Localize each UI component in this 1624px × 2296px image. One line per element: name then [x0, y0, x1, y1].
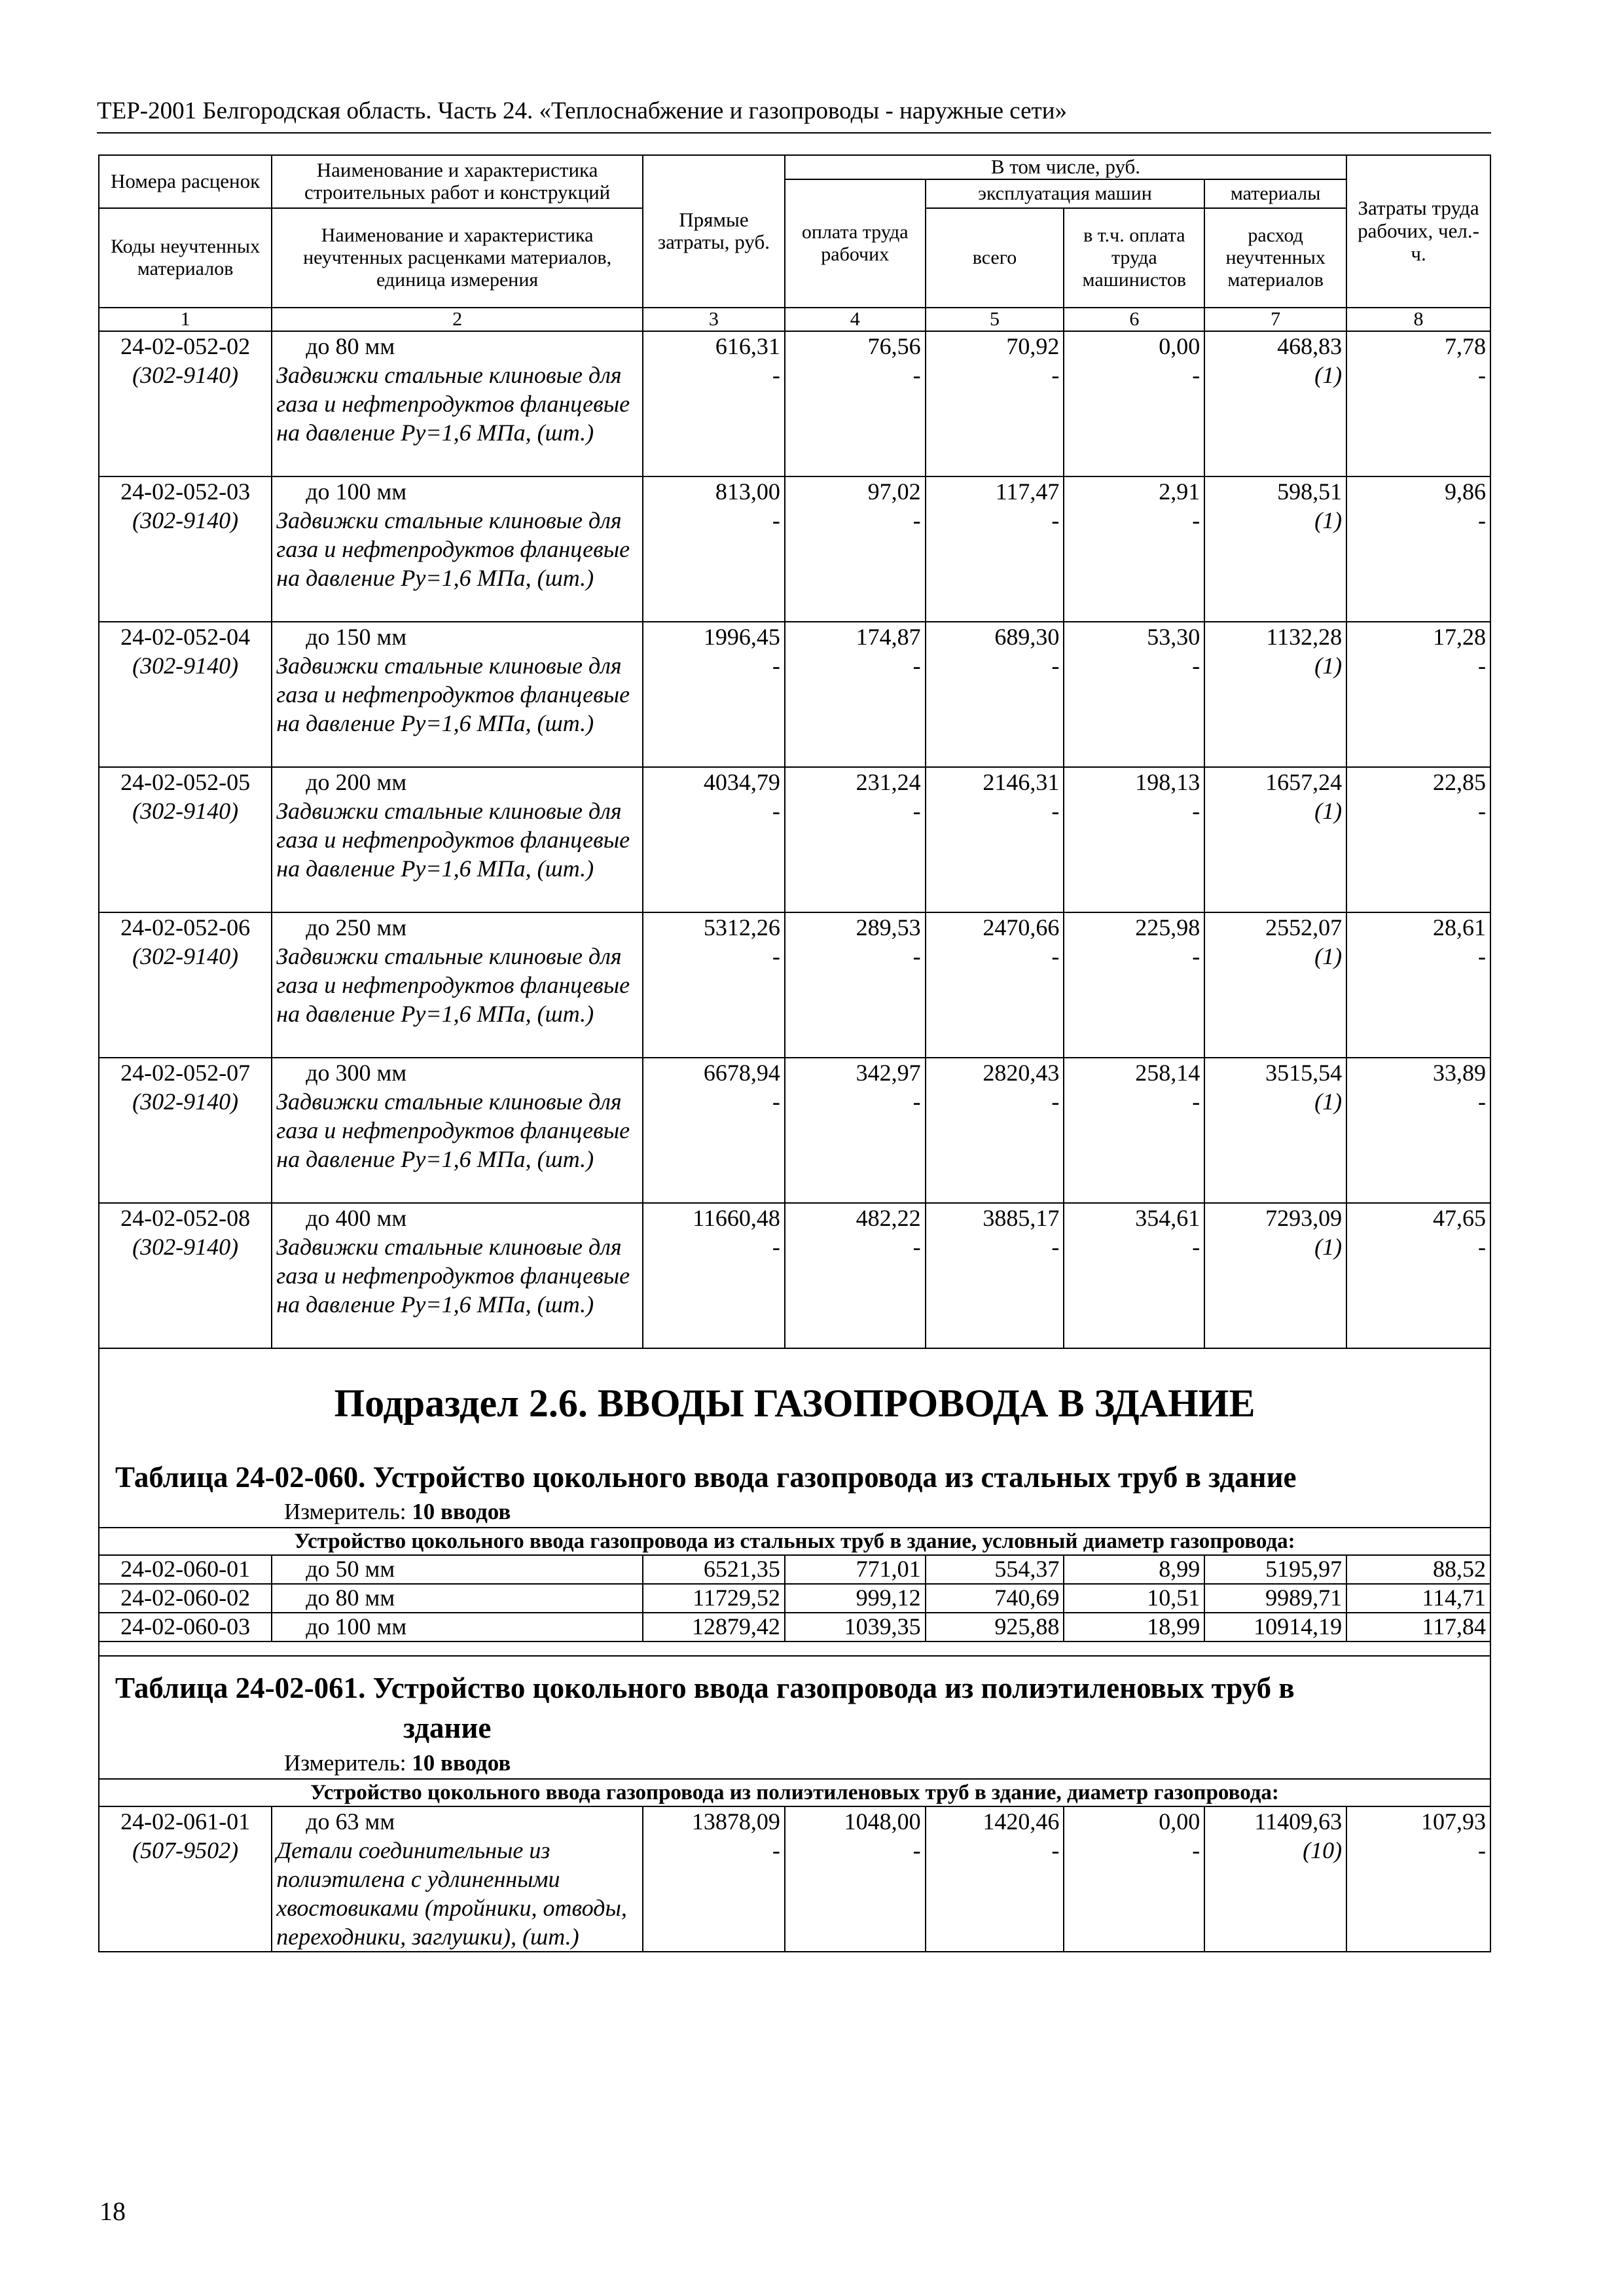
machines-total: 1420,46	[983, 1808, 1060, 1835]
dash: -	[1478, 797, 1486, 824]
header-including: В том числе, руб.	[785, 155, 1346, 179]
table-row	[99, 476, 1490, 622]
materials: 2552,07	[1265, 914, 1343, 941]
machinist-pay: 8,99	[1159, 1556, 1200, 1583]
column-number: 5	[926, 308, 1064, 331]
dash: -	[772, 797, 780, 824]
direct-costs: 813,00	[715, 478, 780, 505]
dash: -	[1192, 1837, 1200, 1863]
machines-total: 117,47	[995, 478, 1060, 505]
material-qty: (1)	[1314, 1088, 1343, 1115]
rows-table-060	[99, 1555, 1490, 1641]
material-qty: (1)	[1314, 652, 1343, 679]
dash: -	[1478, 1837, 1486, 1863]
material-qty: (1)	[1314, 361, 1343, 388]
direct-costs: 6521,35	[703, 1556, 780, 1583]
labor-costs: 114,71	[1422, 1585, 1486, 1611]
material-code: (507-9502)	[132, 1837, 239, 1863]
work-name: до 200 мм	[306, 768, 407, 795]
dash: -	[1192, 797, 1200, 824]
dash: -	[912, 797, 921, 824]
dash: -	[1192, 942, 1200, 969]
table-row	[99, 331, 1490, 476]
dash: -	[912, 1837, 921, 1863]
direct-costs: 11729,52	[693, 1585, 780, 1611]
material-name: Задвижки стальные клиновые для газа и нефтепродуктов фланцевые на давление Ру=1,6 МПа, (шт.)	[276, 797, 630, 882]
dash: -	[1051, 942, 1060, 969]
rows-table-052	[99, 331, 1490, 1348]
rate-code: 24-02-052-08	[120, 1204, 251, 1231]
machines-total: 925,88	[994, 1613, 1060, 1640]
machinist-pay: 2,91	[1159, 478, 1200, 505]
dash: -	[912, 361, 921, 388]
materials: 1132,28	[1266, 623, 1343, 650]
dash: -	[1051, 1088, 1060, 1115]
material-name: Задвижки стальные клиновые для газа и нефтепродуктов фланцевые на давление Ру=1,6 МПа, (шт.)	[276, 507, 630, 591]
machinist-pay: 225,98	[1135, 914, 1200, 941]
dash: -	[772, 361, 780, 388]
dash: -	[1478, 652, 1486, 679]
header-direct-costs: Прямые затраты, руб.	[643, 155, 785, 308]
header-material-names: Наименование и характеристика неучтенных расценками материалов, единица измерения	[272, 208, 643, 308]
dash: -	[912, 1088, 921, 1115]
machinist-pay: 354,61	[1135, 1204, 1200, 1231]
column-number: 7	[1204, 308, 1346, 331]
dash: -	[912, 507, 921, 533]
materials: 598,51	[1277, 478, 1343, 505]
table-row	[99, 1203, 1490, 1348]
table-061-title-line2: здание	[403, 1712, 492, 1745]
work-name: до 300 мм	[306, 1059, 407, 1086]
header-worker-pay: оплата труда рабочих	[785, 179, 926, 308]
labor-costs: 107,93	[1421, 1808, 1486, 1835]
materials: 1657,24	[1265, 768, 1343, 795]
dash: -	[1192, 361, 1200, 388]
machines-total: 689,30	[994, 623, 1060, 650]
column-number: 4	[785, 308, 926, 331]
header-machines-total: всего	[926, 208, 1064, 308]
rate-code: 24-02-052-07	[120, 1059, 251, 1086]
machines-total: 3885,17	[983, 1204, 1060, 1231]
dash: -	[1478, 361, 1486, 388]
table-row	[99, 1058, 1490, 1203]
material-code: (302-9140)	[132, 942, 239, 969]
dash: -	[1192, 1233, 1200, 1260]
header-labor-costs: Затраты труда рабочих, чел.-ч.	[1346, 155, 1490, 308]
materials: 10914,19	[1254, 1613, 1343, 1640]
table-061-measure	[284, 1749, 1490, 1777]
labor-costs: 88,52	[1433, 1556, 1486, 1583]
dash: -	[1478, 942, 1486, 969]
header-rate-numbers: Номера расценок	[99, 155, 272, 208]
table-row	[99, 767, 1490, 912]
labor-costs: 17,28	[1433, 623, 1486, 650]
header-unaccounted-materials: расход неучтенных материалов	[1204, 208, 1346, 308]
material-code: (302-9140)	[132, 361, 239, 388]
header-material-codes: Коды неучтенных материалов	[99, 208, 272, 308]
column-number: 1	[99, 308, 272, 331]
table-061-title-line1: Таблица 24-02-061. Устройство цокольного ввода газопровода из полиэтиленовых труб в	[115, 1672, 1295, 1705]
rate-code: 24-02-052-02	[120, 332, 251, 359]
direct-costs: 11660,48	[693, 1204, 780, 1231]
rate-code: 24-02-060-02	[120, 1585, 251, 1611]
machinist-pay: 18,99	[1147, 1613, 1200, 1640]
work-name: до 250 мм	[306, 914, 407, 941]
page-number: 18	[99, 2197, 126, 2226]
direct-costs: 13878,09	[691, 1808, 780, 1835]
dash: -	[772, 1233, 780, 1260]
direct-costs: 4034,79	[703, 768, 780, 795]
machines-total: 554,37	[994, 1556, 1060, 1583]
machinist-pay: 0,00	[1159, 332, 1200, 359]
section-block	[99, 1348, 1490, 1528]
machines-total: 2470,66	[983, 914, 1060, 941]
dash: -	[1192, 507, 1200, 533]
material-name: Задвижки стальные клиновые для газа и нефтепродуктов фланцевые на давление Ру=1,6 МПа, (шт.)	[276, 361, 630, 446]
material-code: (302-9140)	[132, 507, 239, 533]
dash: -	[1192, 1088, 1200, 1115]
material-code: (302-9140)	[132, 1233, 239, 1260]
direct-costs: 6678,94	[703, 1059, 780, 1086]
material-qty: (1)	[1314, 942, 1343, 969]
worker-pay: 771,01	[856, 1556, 921, 1583]
dash: -	[912, 1233, 921, 1260]
dash: -	[912, 942, 921, 969]
worker-pay: 174,87	[856, 623, 921, 650]
worker-pay: 231,24	[856, 768, 921, 795]
dash: -	[1051, 361, 1060, 388]
machinist-pay: 53,30	[1147, 623, 1200, 650]
rate-code: 24-02-052-04	[120, 623, 251, 650]
column-number: 8	[1346, 308, 1490, 331]
work-name: до 80 мм	[306, 1585, 395, 1611]
machinist-pay: 258,14	[1135, 1059, 1200, 1086]
rate-code: 24-02-052-06	[120, 914, 251, 941]
worker-pay: 482,22	[856, 1204, 921, 1231]
machines-total: 740,69	[994, 1585, 1060, 1611]
table-row	[99, 912, 1490, 1058]
materials: 11409,63	[1254, 1808, 1343, 1835]
dash: -	[1051, 652, 1060, 679]
work-name: до 100 мм	[306, 478, 407, 505]
direct-costs: 616,31	[715, 332, 780, 359]
material-qty: (1)	[1314, 1233, 1343, 1260]
table-row	[99, 622, 1490, 767]
column-number: 2	[272, 308, 643, 331]
machines-total: 70,92	[1006, 332, 1060, 359]
column-number: 6	[1064, 308, 1204, 331]
table-row	[99, 1555, 1490, 1584]
dash: -	[772, 942, 780, 969]
machinist-pay: 0,00	[1159, 1808, 1200, 1835]
dash: -	[772, 652, 780, 679]
table-row	[99, 1806, 1490, 1952]
dash: -	[772, 507, 780, 533]
work-name: до 50 мм	[306, 1556, 395, 1583]
materials: 7293,09	[1265, 1204, 1343, 1231]
rate-code: 24-02-060-03	[120, 1613, 251, 1640]
header-machines: эксплуатация машин	[926, 179, 1205, 208]
header-materials: материалы	[1204, 179, 1346, 208]
dash: -	[1192, 652, 1200, 679]
labor-costs: 47,65	[1433, 1204, 1486, 1231]
materials: 3515,54	[1265, 1059, 1343, 1086]
labor-costs: 9,86	[1445, 478, 1486, 505]
table-060-measure	[284, 1498, 1490, 1526]
table-061-title	[115, 1668, 1490, 1748]
worker-pay: 289,53	[856, 914, 921, 941]
rate-code: 24-02-052-05	[120, 768, 251, 795]
material-qty: (10)	[1303, 1837, 1343, 1863]
worker-pay: 999,12	[856, 1585, 921, 1611]
dash: -	[1051, 797, 1060, 824]
rate-code: 24-02-052-03	[120, 478, 251, 505]
machinist-pay: 10,51	[1147, 1585, 1200, 1611]
worker-pay: 1039,35	[844, 1613, 921, 1640]
dash: -	[912, 652, 921, 679]
measure-label: Измеритель:	[284, 1499, 406, 1525]
materials: 9989,71	[1265, 1585, 1343, 1611]
work-name: до 100 мм	[306, 1613, 407, 1640]
table-060-title: Таблица 24-02-060. Устройство цокольного ввода газопровода из стальных труб в здание	[115, 1460, 1297, 1494]
direct-costs: 12879,42	[691, 1613, 780, 1640]
section-title: Подраздел 2.6. ВВОДЫ ГАЗОПРОВОДА В ЗДАНИЕ	[334, 1381, 1255, 1425]
labor-costs: 7,78	[1445, 332, 1486, 359]
direct-costs: 1996,45	[703, 623, 780, 650]
header-machinist-pay: в т.ч. оплата труда машинистов	[1064, 208, 1204, 308]
header-rule	[97, 132, 1491, 134]
table-061-block	[99, 1656, 1490, 1779]
measure-value: 10 вводов	[412, 1749, 511, 1776]
machines-total: 2820,43	[983, 1059, 1060, 1086]
material-qty: (1)	[1314, 507, 1343, 533]
worker-pay: 342,97	[856, 1059, 921, 1086]
materials: 468,83	[1277, 332, 1343, 359]
dash: -	[772, 1837, 780, 1863]
labor-costs: 22,85	[1433, 768, 1486, 795]
material-name: Задвижки стальные клиновые для газа и нефтепродуктов фланцевые на давление Ру=1,6 МПа, (шт.)	[276, 652, 630, 736]
material-qty: (1)	[1314, 797, 1343, 824]
dash: -	[1051, 1233, 1060, 1260]
table-row	[99, 1584, 1490, 1613]
dash: -	[1478, 1088, 1486, 1115]
materials: 5195,97	[1265, 1556, 1343, 1583]
price-table	[98, 154, 1491, 1952]
worker-pay: 97,02	[867, 478, 921, 505]
column-number: 3	[643, 308, 785, 331]
header-work-name: Наименование и характеристика строительных работ и конструкций	[272, 155, 643, 208]
dash: -	[1478, 1233, 1486, 1260]
labor-costs: 28,61	[1433, 914, 1486, 941]
dash: -	[1051, 1837, 1060, 1863]
work-name: до 400 мм	[306, 1204, 407, 1231]
machines-total: 2146,31	[983, 768, 1060, 795]
table-060-subheading: Устройство цокольного ввода газопровода из стальных труб в здание, условный диаметр газопровода:	[99, 1528, 1490, 1555]
worker-pay: 76,56	[867, 332, 921, 359]
table-061-subheading: Устройство цокольного ввода газопровода из полиэтиленовых труб в здание, диаметр газопровода:	[99, 1779, 1490, 1806]
machinist-pay: 198,13	[1135, 768, 1200, 795]
material-code: (302-9140)	[132, 652, 239, 679]
dash: -	[1478, 507, 1486, 533]
measure-label: Измеритель:	[284, 1749, 406, 1776]
direct-costs: 5312,26	[703, 914, 780, 941]
material-name: Задвижки стальные клиновые для газа и нефтепродуктов фланцевые на давление Ру=1,6 МПа, (шт.)	[276, 942, 630, 1027]
labor-costs: 33,89	[1433, 1059, 1486, 1086]
material-name: Детали соединительные из полиэтилена с удлиненными хвостовиками (тройники, отводы, переходники, заглушки), (шт.)	[276, 1837, 627, 1950]
work-name: до 80 мм	[306, 332, 395, 359]
material-name: Задвижки стальные клиновые для газа и нефтепродуктов фланцевые на давление Ру=1,6 МПа, (шт.)	[276, 1088, 630, 1172]
running-header: ТЕР-2001 Белгородская область. Часть 24. «Теплоснабжение и газопроводы - наружные сети»	[97, 98, 1068, 124]
work-name: до 63 мм	[306, 1808, 395, 1835]
labor-costs: 117,84	[1422, 1613, 1486, 1640]
table-row	[99, 1613, 1490, 1641]
material-name: Задвижки стальные клиновые для газа и нефтепродуктов фланцевые на давление Ру=1,6 МПа, (шт.)	[276, 1233, 630, 1318]
work-name: до 150 мм	[306, 623, 407, 650]
measure-value: 10 вводов	[412, 1499, 511, 1525]
material-code: (302-9140)	[132, 797, 239, 824]
rate-code: 24-02-061-01	[120, 1808, 251, 1835]
rate-code: 24-02-060-01	[120, 1556, 251, 1583]
worker-pay: 1048,00	[844, 1808, 921, 1835]
material-code: (302-9140)	[132, 1088, 239, 1115]
dash: -	[1051, 507, 1060, 533]
dash: -	[772, 1088, 780, 1115]
